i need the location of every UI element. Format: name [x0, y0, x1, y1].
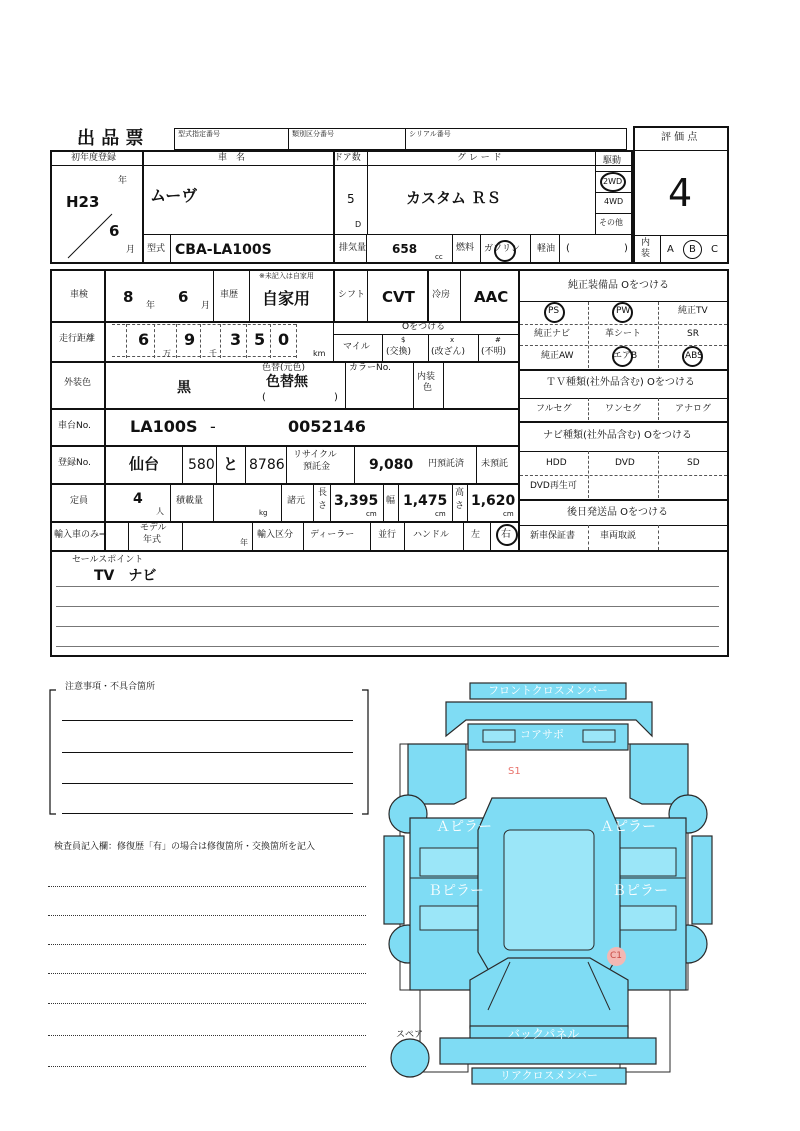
mileage-exchanged: (交換) [386, 347, 412, 357]
nav-type-title: ナビ種類(社外品含む) Oをつける [543, 430, 692, 441]
equipment-title: 純正装備品 Oをつける [568, 280, 670, 291]
tv-analog: アナログ [675, 404, 712, 414]
later-manual: 車両取説 [600, 531, 637, 541]
left-sill [384, 836, 404, 924]
mileage-label: 走行距離 [59, 334, 96, 344]
plate-label: 登録No. [58, 458, 91, 468]
back-panel-label: バックパネル [508, 1027, 580, 1041]
equipment-leather: 革シート [605, 329, 642, 339]
caution-bracket [48, 688, 370, 818]
drive-4wd: 4WD [604, 197, 624, 206]
right-sill [692, 836, 712, 924]
load-label: 積載量 [176, 496, 204, 506]
history-note: ※未記入は自家用 [259, 272, 314, 280]
mileage-mile: マイル [343, 342, 370, 352]
equipment-nav: 純正ナビ [534, 329, 571, 339]
length-value: 3,395 [334, 493, 379, 509]
door-count: 5 [347, 192, 355, 206]
first-reg-month: 6 [109, 222, 120, 240]
nav-sd: SD [687, 458, 700, 468]
form-title: 出 品 票 [77, 128, 144, 149]
b-pillar-left-label: Ｂピラー [428, 883, 484, 899]
interior-grade-b: B [689, 244, 696, 255]
front-cross-member-label: フロントクロスメンバー [488, 684, 609, 697]
handle-right-circle [496, 524, 518, 546]
displacement-label: 排気量 [339, 243, 367, 253]
tv-oneseg: ワンセグ [605, 404, 642, 414]
recycle-deposited: 円預託済 [428, 459, 465, 469]
recycle-not-deposited: 未預託 [481, 459, 509, 469]
import-class-label: 輸入区分 [257, 530, 294, 540]
equipment-aw: 純正AW [541, 351, 574, 361]
equipment-pw: PW [616, 306, 631, 316]
core-support-label: コアサポ [520, 728, 564, 741]
later-shipment-title: 後日発送品 Oをつける [567, 507, 669, 518]
equipment-ps: PS [548, 306, 560, 316]
model-code: CBA-LA100S [175, 242, 272, 258]
fuel-gasoline: ガソリン [484, 244, 521, 254]
a-pillar-right-label: Ａピラー [600, 819, 656, 835]
caution-label: 注意事項・不具合箇所 [65, 682, 156, 692]
repaint-status: 色替無 [266, 374, 308, 390]
interior-grade-a: A [667, 244, 674, 255]
model-year-label: 年式 [143, 535, 162, 545]
score-label: 評 価 点 [661, 132, 698, 143]
equipment-airbag: エアB [613, 351, 638, 361]
height-value: 1,620 [471, 493, 516, 509]
door-label: ドア数 [334, 153, 361, 163]
chassis-label: 車台No. [58, 421, 91, 431]
rear-cross-member-label: リアクロスメンバー [500, 1069, 598, 1082]
shaken-month: 6 [178, 288, 189, 306]
serial-number-label: シリアル番号 [409, 130, 451, 138]
handle-left: 左 [471, 530, 481, 540]
interior-color-label: 内装 [417, 372, 436, 382]
recycle-label: 預託金 [303, 462, 331, 472]
plate-region: 仙台 [129, 455, 160, 473]
mileage-digit-1: 6 [138, 330, 150, 349]
drive-2wd-circle [600, 172, 626, 192]
equipment-abs: ABS [685, 351, 703, 361]
mileage-mark-label: Oをつける [402, 322, 446, 332]
front-right-fender [630, 744, 688, 804]
handle-label: ハンドル [413, 530, 450, 540]
spare-label: スペア [396, 1030, 424, 1040]
car-name: ムーヴ [150, 186, 198, 205]
vehicle-history: 自家用 [262, 289, 311, 308]
repaint-label: 色替(元色) [262, 363, 306, 373]
inspector-label: 検査員記入欄：修復歴「有」の場合は修復箇所・交換箇所を記入 [54, 842, 316, 852]
mileage-unknown: (不明) [481, 347, 507, 357]
exterior-color-label: 外装色 [64, 378, 92, 388]
grade: カスタム ＲＳ [406, 189, 502, 207]
cert-number-row [174, 128, 627, 150]
exterior-color: 黒 [177, 380, 191, 396]
mileage-digit-3: 3 [230, 330, 242, 349]
plate-class: 580 [188, 457, 215, 473]
shift-type: CVT [382, 288, 415, 306]
drive-other: その他 [599, 218, 623, 227]
shaken-year: 8 [123, 288, 134, 306]
fuel-diesel: 軽油 [537, 244, 556, 254]
mileage-digit-4: 5 [254, 330, 266, 349]
ac-type: AAC [474, 288, 509, 306]
drive-2wd: 2WD [603, 177, 623, 186]
import-parallel: 並行 [378, 530, 397, 540]
equipment-pw-circle [612, 302, 633, 323]
nav-hdd: HDD [546, 458, 567, 468]
mileage-digit-2: 9 [184, 330, 196, 349]
model-label: 型式 [147, 244, 166, 254]
interior-grade-circle [683, 240, 702, 259]
rear-lower-rail [440, 1038, 656, 1064]
chassis-number: 0052146 [288, 417, 366, 436]
spare-tire [391, 1039, 429, 1077]
car-name-label: 車 名 [218, 153, 246, 163]
plate-number: 8786 [249, 457, 285, 473]
fuel-label: 燃料 [456, 243, 475, 253]
class-number-label: 類別区分番号 [292, 130, 334, 138]
shift-label: シフト [338, 290, 366, 300]
later-warranty: 新車保証書 [530, 531, 576, 541]
mileage-digit-5: 0 [278, 330, 290, 349]
tv-type-title: ＴＶ種類(社外品含む) Oをつける [546, 377, 695, 388]
nav-dvd: DVD [615, 458, 635, 468]
persons-label: 定員 [70, 496, 89, 506]
recycle-amount: 9,080 [369, 457, 414, 473]
equipment-airbag-circle [612, 346, 633, 367]
drive-label: 駆動 [603, 156, 622, 166]
first-reg-year: H23 [66, 193, 100, 211]
import-only-label: 輸入車のみ⇒ [54, 530, 107, 540]
score-value: 4 [668, 171, 693, 215]
interior-grade-c: C [711, 244, 718, 255]
equipment-ps-circle [544, 302, 565, 323]
width-value: 1,475 [403, 493, 448, 509]
dvd-playback: DVD再生可 [530, 481, 577, 491]
plate-kana: と [223, 455, 239, 473]
sales-point-text: TV ナビ [94, 568, 157, 584]
model-cert-label: 型式指定番号 [178, 130, 220, 138]
chassis-prefix: LA100S [130, 417, 198, 436]
equipment-tv: 純正TV [678, 306, 708, 316]
equipment-abs-circle [682, 346, 703, 367]
damage-mark-s1: S1 [508, 766, 521, 777]
fuel-gasoline-circle [494, 240, 516, 262]
sales-point-label: セールスポイント [72, 555, 144, 565]
damage-mark-c1: C1 [610, 951, 623, 961]
first-reg-label: 初年度登録 [71, 153, 117, 163]
color-number-label: カラーNo. [349, 363, 391, 373]
front-left-fender [408, 744, 466, 804]
history-label: 車歴 [220, 290, 239, 300]
shaken-label: 車検 [70, 290, 89, 300]
persons-count: 4 [133, 491, 143, 507]
handle-right: 右 [501, 529, 511, 540]
tv-fullseg: フルセグ [536, 404, 572, 414]
b-pillar-right-label: Ｂピラー [612, 883, 668, 899]
mileage-tampered: (改ざん) [431, 347, 466, 357]
a-pillar-left-label: Ａピラー [436, 819, 492, 835]
ac-label: 冷房 [432, 290, 451, 300]
import-dealer: ディーラー [310, 530, 355, 540]
dimensions-label: 諸元 [287, 496, 306, 506]
rear-quarter [470, 958, 628, 1028]
equipment-sr: SR [687, 329, 699, 339]
grade-label: グ レ ー ド [457, 153, 502, 163]
displacement: 658 [392, 242, 418, 256]
